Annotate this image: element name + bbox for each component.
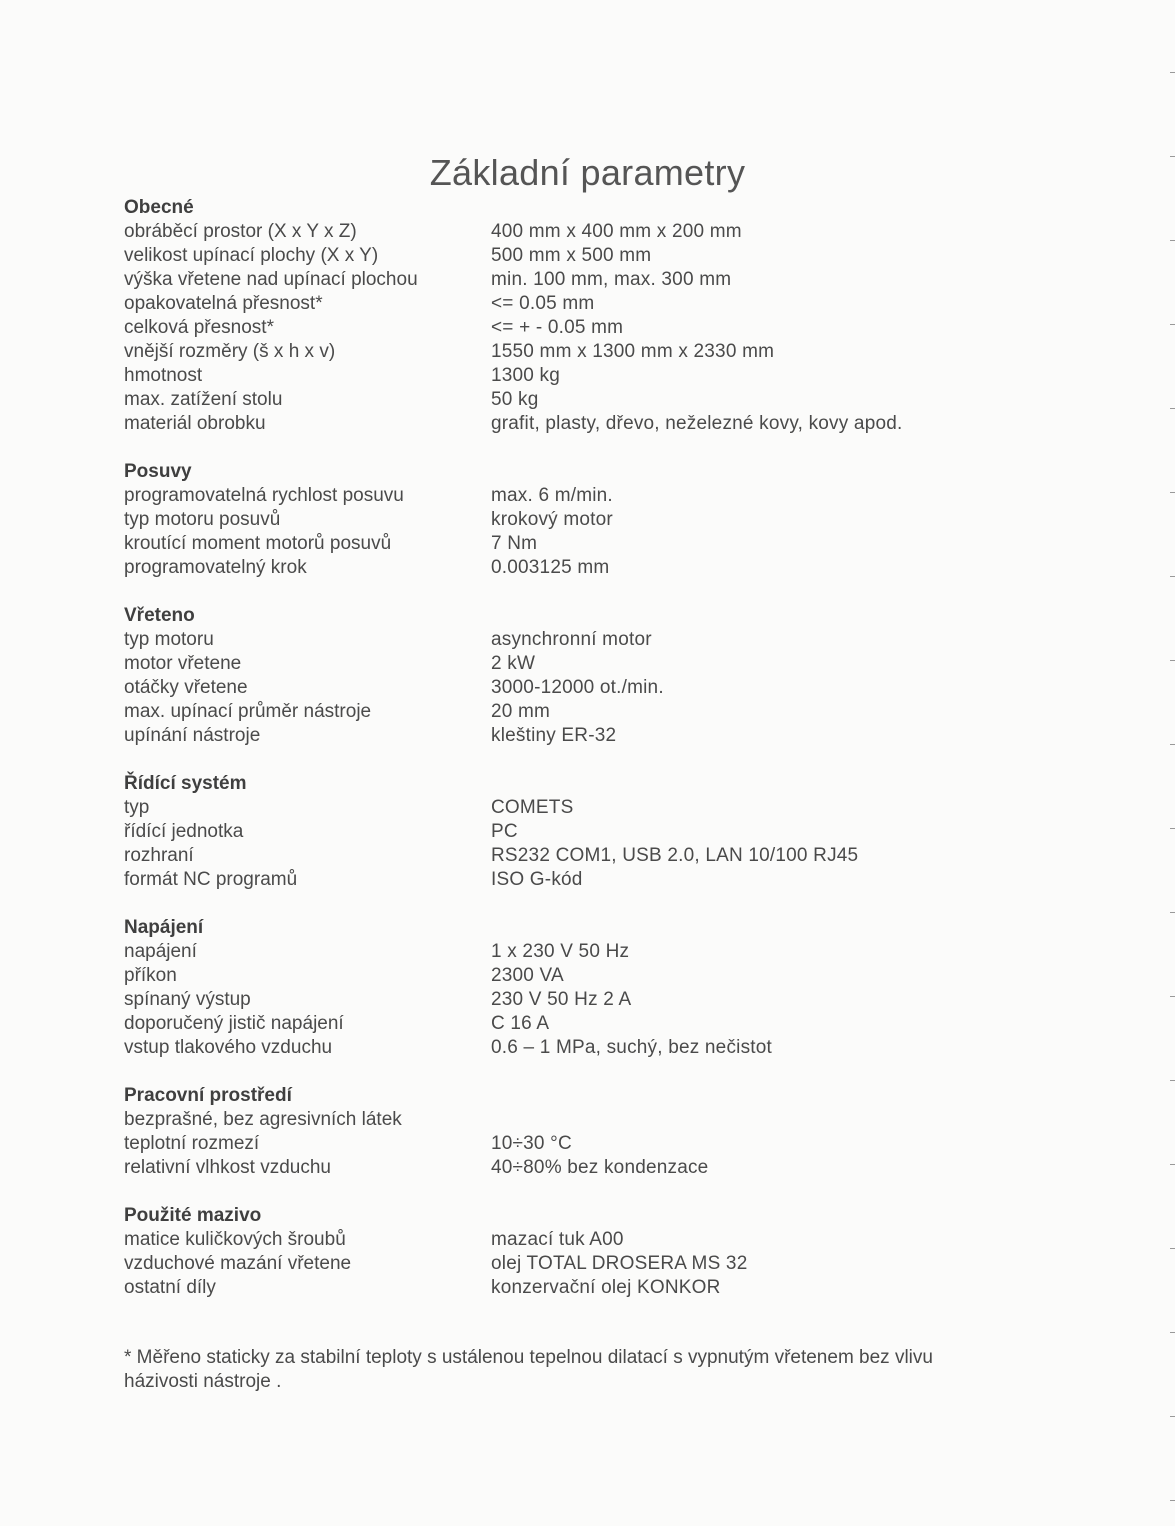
section-heading: Obecné xyxy=(124,197,194,218)
footnote-line: házivosti nástroje . xyxy=(124,1371,282,1392)
parameter-value: olej TOTAL DROSERA MS 32 xyxy=(491,1253,748,1274)
parameter-row xyxy=(124,364,1044,388)
footnote-line: * Měřeno staticky za stabilní teploty s ustálenou tepelnou dilatací s vypnutým vřetenem bez vlivu xyxy=(124,1347,933,1368)
parameter-value: 0.6 – 1 MPa, suchý, bez nečistot xyxy=(491,1037,772,1058)
parameter-label: vzduchové mazání vřetene xyxy=(124,1253,352,1274)
scan-edge-mark xyxy=(1170,996,1175,997)
parameter-row xyxy=(124,556,1044,580)
parameter-label: celková přesnost* xyxy=(124,317,274,338)
parameter-value: kleštiny ER-32 xyxy=(491,725,617,746)
parameter-value: 1 x 230 V 50 Hz xyxy=(491,941,630,962)
scan-edge-mark xyxy=(1170,240,1175,241)
section-heading: Vřeteno xyxy=(124,605,195,626)
parameter-label: matice kuličkových šroubů xyxy=(124,1229,346,1250)
scan-edge-mark xyxy=(1170,1248,1175,1249)
parameter-label: obráběcí prostor (X x Y x Z) xyxy=(124,221,357,242)
parameter-label: typ motoru xyxy=(124,629,214,650)
parameter-value: <= 0.05 mm xyxy=(491,293,595,314)
scan-edge-mark xyxy=(1170,72,1175,73)
parameter-row xyxy=(124,268,1044,292)
parameter-row xyxy=(124,964,1044,988)
parameter-row xyxy=(124,1012,1044,1036)
parameter-label: bezprašné, bez agresivních látek xyxy=(124,1109,402,1130)
parameter-row xyxy=(124,340,1044,364)
parameter-row xyxy=(124,1036,1044,1060)
parameter-row xyxy=(124,1252,1044,1276)
parameter-label: spínaný výstup xyxy=(124,989,251,1010)
parameter-value: 7 Nm xyxy=(491,533,538,554)
parameter-value: 3000-12000 ot./min. xyxy=(491,677,664,698)
section-heading: Řídící systém xyxy=(124,773,247,794)
parameter-label: napájení xyxy=(124,941,197,962)
scan-edge-mark xyxy=(1170,744,1175,745)
footnote xyxy=(124,1346,1024,1394)
parameter-value: C 16 A xyxy=(491,1013,550,1034)
parameter-value: 10÷30 °C xyxy=(491,1133,572,1154)
section xyxy=(124,460,1044,580)
section xyxy=(124,916,1044,1060)
parameter-value: <= + - 0.05 mm xyxy=(491,317,624,338)
parameter-value: PC xyxy=(491,821,518,842)
section xyxy=(124,772,1044,892)
parameter-label: ostatní díly xyxy=(124,1277,216,1298)
parameter-row xyxy=(124,988,1044,1012)
parameter-value: 50 kg xyxy=(491,389,539,410)
scan-edge-mark xyxy=(1170,1080,1175,1081)
scan-edge-mark xyxy=(1170,576,1175,577)
parameter-value: max. 6 m/min. xyxy=(491,485,613,506)
parameter-value: mazací tuk A00 xyxy=(491,1229,624,1250)
parameter-row xyxy=(124,820,1044,844)
parameter-label: upínání nástroje xyxy=(124,725,261,746)
scan-edge-mark xyxy=(1170,828,1175,829)
parameter-label: vnější rozměry (š x h x v) xyxy=(124,341,336,362)
section-heading: Použité mazivo xyxy=(124,1205,262,1226)
parameter-label: řídící jednotka xyxy=(124,821,244,842)
parameter-row xyxy=(124,796,1044,820)
parameter-row xyxy=(124,388,1044,412)
parameter-row xyxy=(124,1132,1044,1156)
scan-edge-mark xyxy=(1170,912,1175,913)
parameter-value: 0.003125 mm xyxy=(491,557,610,578)
parameter-label: doporučený jistič napájení xyxy=(124,1013,344,1034)
parameter-value: 2 kW xyxy=(491,653,536,674)
parameter-value: 2300 VA xyxy=(491,965,564,986)
parameter-label: teplotní rozmezí xyxy=(124,1133,260,1154)
parameter-value: 230 V 50 Hz 2 A xyxy=(491,989,632,1010)
parameter-label: max. upínací průměr nástroje xyxy=(124,701,372,722)
parameter-value: 1300 kg xyxy=(491,365,561,386)
section-heading: Pracovní prostředí xyxy=(124,1085,292,1106)
scan-edge-marks xyxy=(1169,0,1175,1526)
parameter-row xyxy=(124,628,1044,652)
parameter-value: min. 100 mm, max. 300 mm xyxy=(491,269,732,290)
parameter-label: příkon xyxy=(124,965,177,986)
parameter-row xyxy=(124,1156,1044,1180)
parameter-row xyxy=(124,844,1044,868)
parameter-label: hmotnost xyxy=(124,365,203,386)
parameter-value: krokový motor xyxy=(491,509,613,530)
parameter-label: vstup tlakového vzduchu xyxy=(124,1037,333,1058)
parameter-label: programovatelný krok xyxy=(124,557,307,578)
parameter-label: max. zatížení stolu xyxy=(124,389,283,410)
parameter-label: motor vřetene xyxy=(124,653,242,674)
parameter-label: opakovatelná přesnost* xyxy=(124,293,323,314)
parameter-label: rozhraní xyxy=(124,845,194,866)
parameter-label: typ motoru posuvů xyxy=(124,509,281,530)
parameter-value: 40÷80% bez kondenzace xyxy=(491,1157,709,1178)
parameter-value: 20 mm xyxy=(491,701,551,722)
scan-edge-mark xyxy=(1170,660,1175,661)
scan-edge-mark xyxy=(1170,1500,1175,1501)
scan-edge-mark xyxy=(1170,324,1175,325)
parameter-value: ISO G-kód xyxy=(491,869,583,890)
parameter-label: relativní vlhkost vzduchu xyxy=(124,1157,331,1178)
section xyxy=(124,1084,1044,1180)
parameter-value: konzervační olej KONKOR xyxy=(491,1277,721,1298)
parameter-row xyxy=(124,220,1044,244)
parameter-value: grafit, plasty, dřevo, neželezné kovy, kovy apod. xyxy=(491,413,903,434)
parameter-value: 1550 mm x 1300 mm x 2330 mm xyxy=(491,341,775,362)
parameter-label: materiál obrobku xyxy=(124,413,266,434)
parameter-row xyxy=(124,676,1044,700)
section xyxy=(124,1204,1044,1300)
scan-edge-mark xyxy=(1170,492,1175,493)
parameter-label: programovatelná rychlost posuvu xyxy=(124,485,404,506)
parameter-row xyxy=(124,508,1044,532)
section xyxy=(124,196,1044,436)
parameter-row xyxy=(124,484,1044,508)
parameter-label: výška vřetene nad upínací plochou xyxy=(124,269,418,290)
parameter-row xyxy=(124,316,1044,340)
parameter-label: velikost upínací plochy (X x Y) xyxy=(124,245,379,266)
parameter-row xyxy=(124,292,1044,316)
parameter-value xyxy=(491,1108,1044,1132)
parameter-row xyxy=(124,1108,1044,1132)
parameter-row xyxy=(124,724,1044,748)
parameter-row xyxy=(124,532,1044,556)
section-heading: Napájení xyxy=(124,917,204,938)
parameter-value: RS232 COM1, USB 2.0, LAN 10/100 RJ45 xyxy=(491,845,859,866)
parameter-label: formát NC programů xyxy=(124,869,298,890)
scan-edge-mark xyxy=(1170,1416,1175,1417)
parameter-row xyxy=(124,652,1044,676)
scan-edge-mark xyxy=(1170,1164,1175,1165)
parameter-row xyxy=(124,412,1044,436)
page-title: Základní parametry xyxy=(429,152,746,194)
parameter-row xyxy=(124,1228,1044,1252)
scan-edge-mark xyxy=(1170,156,1175,157)
parameter-value: 400 mm x 400 mm x 200 mm xyxy=(491,221,742,242)
parameter-row xyxy=(124,1276,1044,1300)
scan-edge-mark xyxy=(1170,408,1175,409)
parameter-label: kroutící moment motorů posuvů xyxy=(124,533,392,554)
parameter-sections xyxy=(124,196,1044,1324)
section xyxy=(124,604,1044,748)
parameter-label: otáčky vřetene xyxy=(124,677,248,698)
parameter-value: 500 mm x 500 mm xyxy=(491,245,652,266)
section-heading: Posuvy xyxy=(124,461,192,482)
parameter-row xyxy=(124,244,1044,268)
parameter-value: COMETS xyxy=(491,797,574,818)
parameter-label: typ xyxy=(124,797,150,818)
parameter-row xyxy=(124,868,1044,892)
parameter-row xyxy=(124,940,1044,964)
parameter-value: asynchronní motor xyxy=(491,629,652,650)
parameter-row xyxy=(124,700,1044,724)
scan-edge-mark xyxy=(1170,1332,1175,1333)
